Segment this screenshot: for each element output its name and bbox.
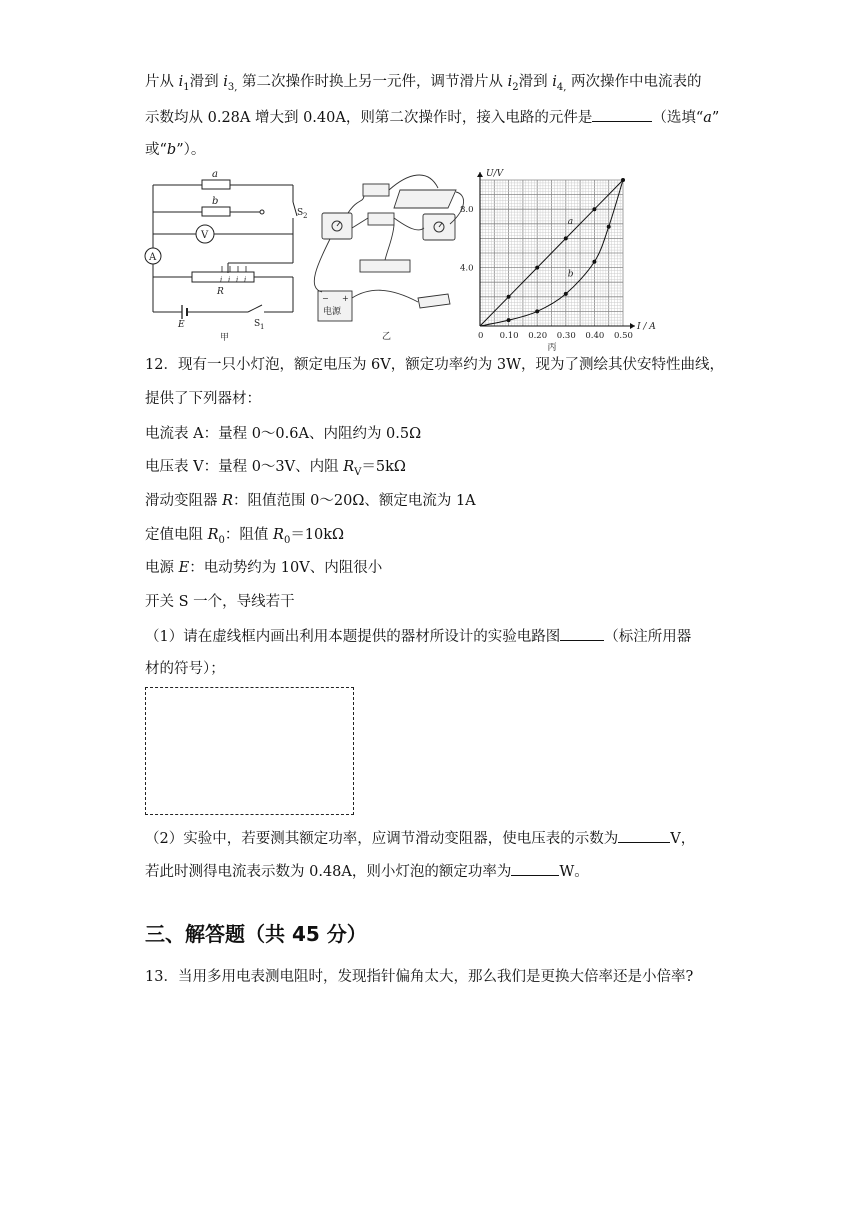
text: W。 xyxy=(559,864,589,880)
var-i2: i xyxy=(507,74,513,90)
intro-line-2 xyxy=(145,107,719,128)
intro-line-3 xyxy=(145,140,205,160)
switch-s1-label: S xyxy=(254,319,261,329)
sub: 0 xyxy=(218,534,225,546)
sub: 0 xyxy=(283,534,291,546)
var-r: R xyxy=(343,459,355,475)
var-r: R xyxy=(222,493,234,509)
var-e: E xyxy=(178,560,190,576)
q13-text: 13．当用多用电表测电阻时，发现指针偏角太大，那么我们是更换大倍率还是小倍率? xyxy=(145,969,694,985)
switch xyxy=(418,294,450,308)
text: （选填“ xyxy=(652,110,704,126)
sub: 2 xyxy=(512,81,519,93)
option-a: a xyxy=(703,110,712,126)
terminal-plus: + xyxy=(342,294,349,303)
answer-blank[interactable] xyxy=(618,828,670,843)
series-b-point xyxy=(607,225,611,229)
text: ” xyxy=(711,110,720,126)
answer-blank[interactable] xyxy=(560,626,604,641)
sub: V xyxy=(354,466,362,478)
text: V， xyxy=(670,831,696,847)
sub: 1 xyxy=(183,81,190,93)
rheostat-label: R xyxy=(217,287,224,297)
tap-i1: i xyxy=(220,276,223,284)
tap-i3: i xyxy=(236,276,239,284)
tap-i2: i xyxy=(228,276,231,284)
q12-line-2: 提供了下列器材： xyxy=(145,391,261,407)
series-b-point xyxy=(564,292,568,296)
text: ：阻值 xyxy=(224,527,274,543)
x-axis-arrow xyxy=(630,323,635,329)
x-tick-label: 0 xyxy=(478,331,484,341)
x-tick-label: 0.10 xyxy=(499,331,519,341)
var-i4: i xyxy=(552,74,557,90)
x-tick-label: 0.30 xyxy=(556,331,576,341)
equipment-power xyxy=(145,558,382,578)
x-axis-label: I / A xyxy=(637,322,656,332)
sub: 3, xyxy=(227,81,238,93)
q12-part1-line-1 xyxy=(145,626,691,647)
sub: 4, xyxy=(556,81,567,93)
battery-label: E xyxy=(178,320,185,330)
text: 滑到 xyxy=(518,74,553,90)
text: 片从 xyxy=(145,74,179,90)
voltmeter-label: V xyxy=(201,230,209,241)
switch-s2-label: S xyxy=(297,208,304,218)
q12-part2-line-1 xyxy=(145,828,695,849)
x-tick-label: 0.40 xyxy=(585,331,605,341)
series-a-label: a xyxy=(567,216,574,227)
series-b-point xyxy=(535,309,539,313)
text: （1）请在虚线框内画出利用本题提供的器材所设计的实验电路图 xyxy=(145,629,561,645)
text: ＝10kΩ xyxy=(290,527,345,543)
series-b-point xyxy=(592,260,596,264)
text: 电源 xyxy=(145,560,179,576)
rheostat xyxy=(360,260,410,272)
option-b: b xyxy=(166,142,177,158)
series-a-point xyxy=(535,266,539,270)
text: ：阻值范围 0～20Ω、额定电流为 1A xyxy=(233,493,476,509)
var-i3: i xyxy=(223,74,228,90)
figure-label-bing: 丙 xyxy=(547,343,557,353)
ammeter-label: A xyxy=(149,252,157,263)
text: （2）实验中，若要测其额定功率，应调节滑动变阻器，使电压表的示数为 xyxy=(145,831,619,847)
terminal-minus: − xyxy=(322,294,329,303)
var-r: R xyxy=(207,527,219,543)
text: 滑到 xyxy=(189,74,224,90)
resistor-box-2 xyxy=(368,213,394,225)
series-a-point xyxy=(592,207,596,211)
series-b-label: b xyxy=(567,269,574,280)
text: 滑动变阻器 xyxy=(145,493,223,509)
text: （标注所用器 xyxy=(604,629,692,645)
section-heading: 三、解答题（共 45 分） xyxy=(145,922,367,946)
y-axis-label: U/V xyxy=(486,169,504,179)
circuit-drawing-box[interactable] xyxy=(145,687,354,815)
x-tick-label: 0.50 xyxy=(614,331,633,341)
circuit-diagram-jia xyxy=(140,168,308,346)
x-tick-label: 0.20 xyxy=(528,331,548,341)
switch-s1-sub: 1 xyxy=(260,323,265,331)
figure-label-jia: 甲 xyxy=(220,333,230,343)
text: 若此时测得电流表示数为 0.48A，则小灯泡的额定功率为 xyxy=(145,864,512,880)
resistor-box-1 xyxy=(363,184,389,196)
series-b-point xyxy=(507,318,511,322)
equipment-ammeter: 电流表 A：量程 0～0.6A、内阻约为 0.5Ω xyxy=(145,426,422,442)
text: 或“ xyxy=(145,142,167,158)
tap-i4: i xyxy=(244,276,247,284)
text: 电压表 V：量程 0～3V、内阻 xyxy=(145,459,344,475)
text: 定值电阻 xyxy=(145,527,208,543)
component-board xyxy=(394,190,456,208)
text: ：电动势约为 10V、内阻很小 xyxy=(189,560,383,576)
equipment-voltmeter xyxy=(145,457,406,483)
figure-label-yi: 乙 xyxy=(382,332,392,342)
equipment-fixed-resistor xyxy=(145,525,344,551)
equipment-switch: 开关 S 一个，导线若干 xyxy=(145,594,295,610)
series-a-point xyxy=(564,236,568,240)
var-i1: i xyxy=(178,74,184,90)
answer-blank[interactable] xyxy=(511,861,559,876)
var-r: R xyxy=(273,527,284,543)
text: 第二次操作时换上另一元件，调节滑片从 xyxy=(237,74,508,90)
series-a-point xyxy=(507,295,511,299)
text: 两次操作中电流表的 xyxy=(566,74,702,90)
q12-line-1: 12．现有一只小灯泡，额定电压为 6V，额定功率约为 3W，现为了测绘其伏安特性曲线， xyxy=(145,357,724,373)
y-tick-label: 4.0 xyxy=(460,263,474,274)
apparatus-diagram-yi xyxy=(308,168,473,346)
y-tick-label: 8.0 xyxy=(460,205,474,216)
resistor-a-label: a xyxy=(212,169,218,180)
power-supply-label: 电源 xyxy=(323,307,342,317)
intro-line-1 xyxy=(145,72,702,98)
answer-blank[interactable] xyxy=(592,107,652,122)
ui-chart-bing xyxy=(460,166,678,353)
switch-s2-sub: 2 xyxy=(303,212,308,220)
q12-part1-line-2: 材的符号）； xyxy=(145,661,225,677)
text: ＝5kΩ xyxy=(361,459,406,475)
q12-part2-line-2 xyxy=(145,861,589,882)
resistor-b-label: b xyxy=(212,196,219,207)
equipment-rheostat xyxy=(145,491,476,511)
text: 示数均从 0.28A 增大到 0.40A，则第二次操作时，接入电路的元件是 xyxy=(145,110,593,126)
text: ”）。 xyxy=(176,142,206,158)
y-axis-arrow xyxy=(477,172,483,177)
